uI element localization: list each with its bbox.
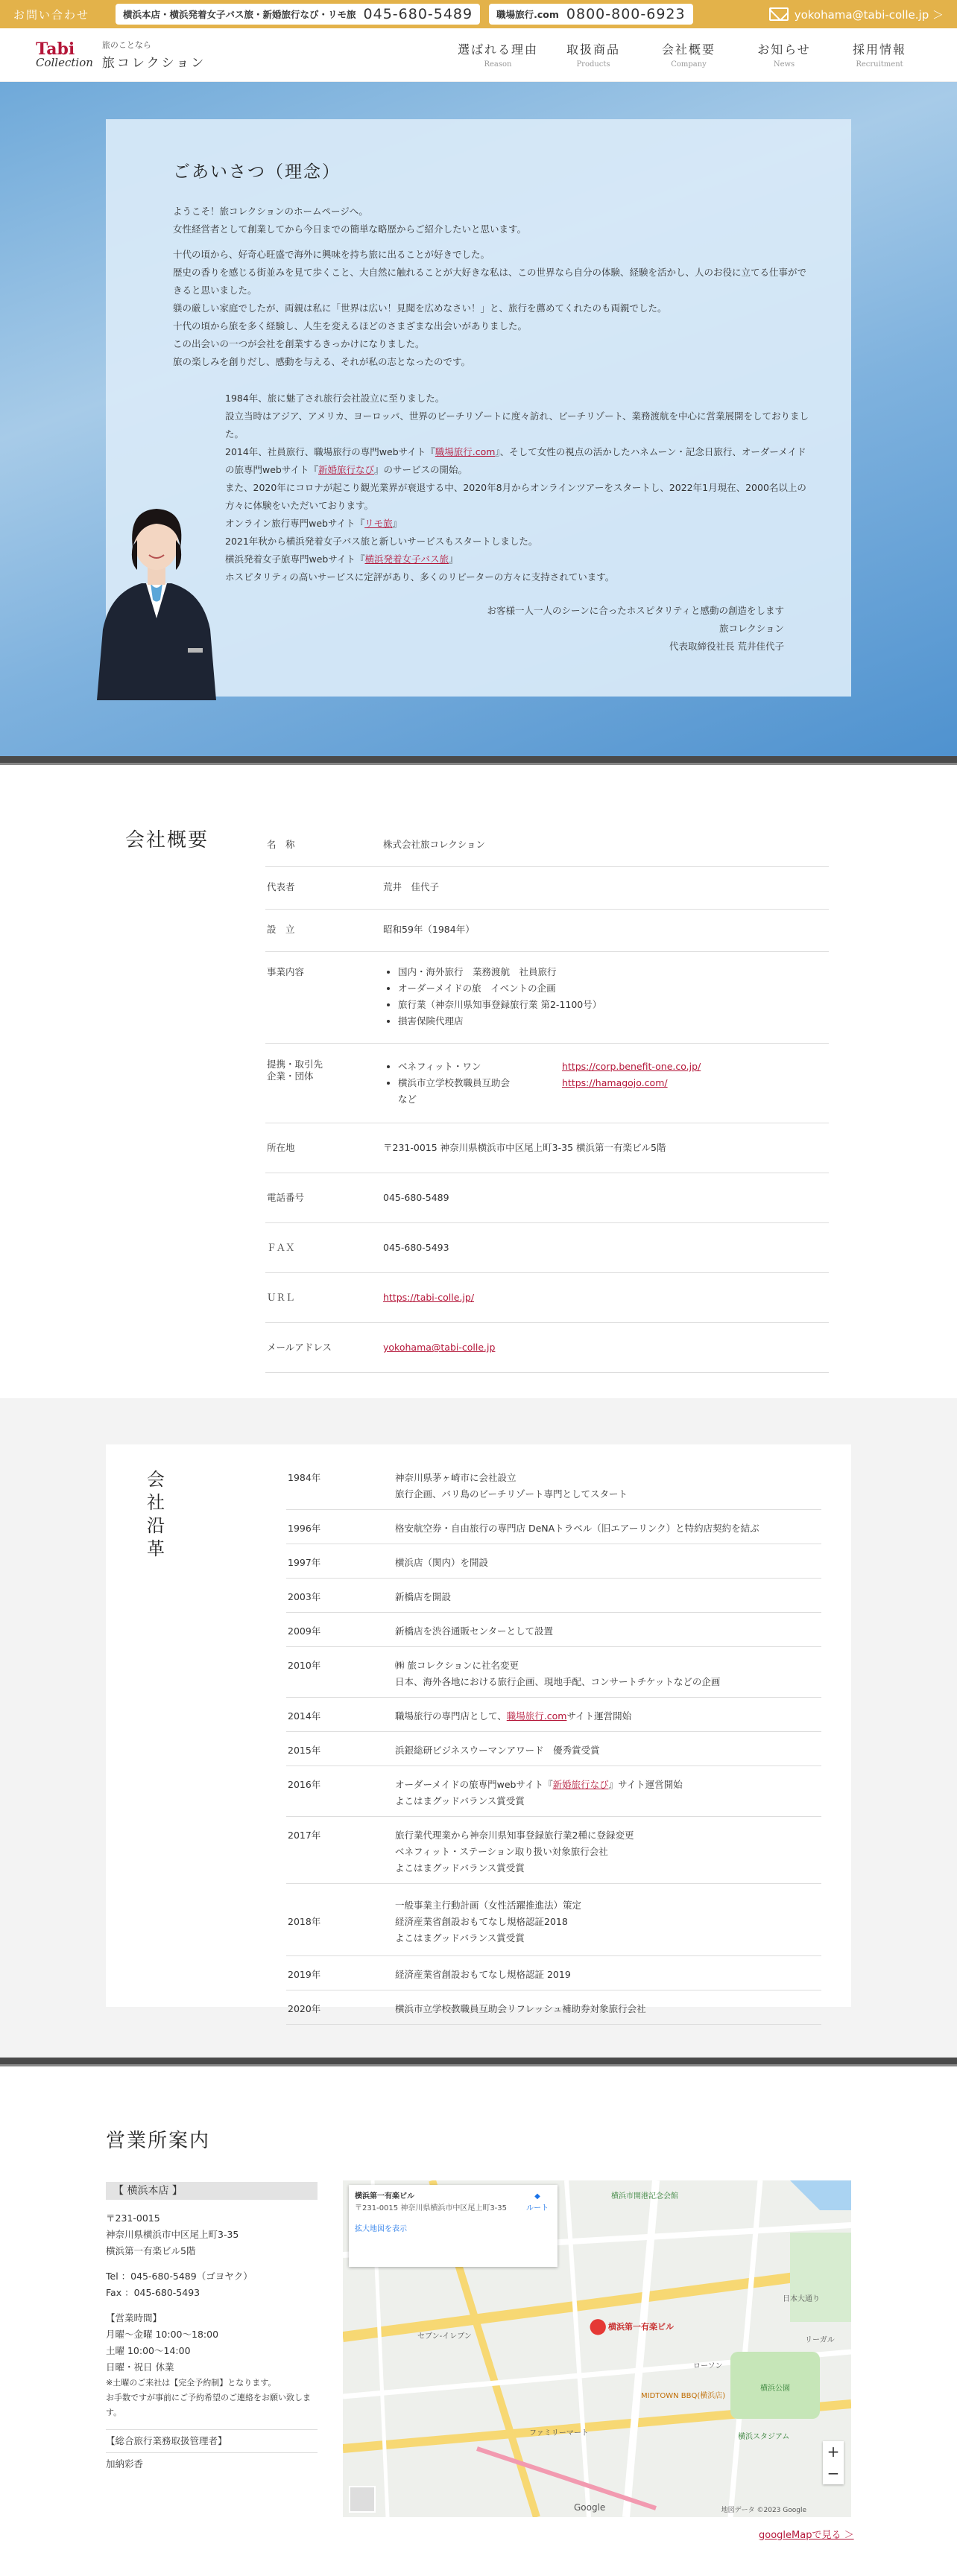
hours-weekday: 月曜〜金曜 10:00〜18:00 bbox=[106, 2329, 219, 2340]
company-table bbox=[265, 825, 829, 1373]
site-logo[interactable] bbox=[36, 39, 206, 71]
history-desc: 経済産業省創設おもてなし規格認証 2019 bbox=[395, 1969, 571, 1980]
history-line: 1984年、旅に魅了され旅行会社設立に至りました。 bbox=[225, 393, 445, 404]
business-list bbox=[383, 964, 829, 1030]
row-key: 提携・取引先 bbox=[267, 1059, 323, 1070]
table-row bbox=[286, 1544, 821, 1579]
history-line: 設立当時はアジア、アメリカ、ヨーロッパ、世界のビーチリゾートに度々訪れ、ビーチリゾート、業務渡航を中心に営業展開をしておりました。 bbox=[225, 410, 809, 440]
logo-tagline: 旅のことなら bbox=[101, 40, 151, 50]
route-icon: ◆ bbox=[534, 2192, 540, 2201]
row-key: ＵＲＬ bbox=[267, 1292, 295, 1303]
history-desc: 神奈川県茅ヶ崎市に会社設立 bbox=[395, 1472, 517, 1483]
history-year: 2014年 bbox=[288, 1710, 321, 1722]
nav-reason-en: Reason bbox=[484, 60, 512, 69]
phone-shokuba-number[interactable]: 0800-800-6923 bbox=[566, 6, 686, 22]
ceo-photo bbox=[89, 488, 224, 700]
map-zoom-control[interactable] bbox=[823, 2441, 844, 2484]
map-layer-toggle[interactable] bbox=[349, 2486, 376, 2513]
table-row bbox=[286, 1956, 821, 1990]
history-year: 2015年 bbox=[288, 1745, 321, 1756]
logo-brand-bottom: Collection bbox=[36, 56, 93, 69]
row-value: 045-680-5493 bbox=[383, 1242, 449, 1253]
map-place: 横浜公園 bbox=[760, 2385, 790, 2393]
ceo-name: 代表取締役社長 荒井佳代子 bbox=[669, 641, 784, 652]
row-key: 所在地 bbox=[267, 1142, 295, 1153]
row-value: 〒231-0015 神奈川県横浜市中区尾上町3-35 横浜第一有楽ビル5階 bbox=[383, 1142, 666, 1153]
offices-title: 営業所案内 bbox=[106, 2130, 211, 2152]
greeting-title: ごあいさつ（理念） bbox=[173, 162, 341, 182]
link-shokuba[interactable]: 職場旅行.com bbox=[435, 446, 496, 457]
table-row bbox=[286, 1613, 821, 1647]
history-year: 2016年 bbox=[288, 1779, 321, 1790]
row-key: 設 立 bbox=[267, 924, 295, 935]
email-link[interactable] bbox=[769, 7, 944, 22]
history-line: ホスピタリティの高いサービスに定評があり、多くのリピーターの方々に支持されています。 bbox=[225, 571, 615, 583]
history-year: 2018年 bbox=[288, 1916, 321, 1927]
map-enlarge-link[interactable]: 拡大地図を表示 bbox=[355, 2225, 407, 2233]
history-desc: 横浜市立学校教職員互助会リフレッシュ補助券対象旅行会社 bbox=[395, 2003, 646, 2014]
office-zip: 〒231-0015 bbox=[106, 2212, 160, 2224]
partner-link[interactable]: https://hamagojo.com/ bbox=[562, 1077, 668, 1088]
link-shinkon[interactable]: 新婚旅行なび bbox=[552, 1779, 609, 1790]
logo-name: 旅コレクション bbox=[101, 56, 206, 71]
list-item: • オーダーメイドの旅 イベントの企画 bbox=[398, 980, 829, 997]
nav-company-en: Company bbox=[671, 60, 707, 69]
history-desc: 一般事業主行動計画（女性活躍推進法）策定 bbox=[395, 1900, 582, 1911]
history-desc: 浜銀総研ビジネスウーマンアワード 優秀賞受賞 bbox=[395, 1745, 600, 1756]
branch-name: 【 横浜本店 】 bbox=[106, 2182, 318, 2200]
table-row bbox=[265, 1123, 829, 1173]
contact-label: お問い合わせ bbox=[13, 7, 90, 22]
greeting-story-line: 躾の厳しい家庭でしたが、両親は私に「世界は広い！見聞を広めなさい！」と、旅行を薦めてくれたのも両親でした。 bbox=[173, 302, 667, 314]
history-desc: よこはまグッドバランス賞受賞 bbox=[395, 1932, 525, 1944]
company-url-link[interactable]: https://tabi-colle.jp/ bbox=[383, 1292, 475, 1303]
history-line: また、2020年にコロナが起こり観光業界が衰退する中、2020年8月からオンラインツアーをスタートし、2022年1月現在、2000名以上の方々に体験をいただいております。 bbox=[225, 482, 806, 511]
map-info-card bbox=[349, 2185, 558, 2267]
map-place: セブン-イレブン bbox=[417, 2332, 472, 2341]
row-value: 昭和59年（1984年） bbox=[383, 924, 475, 935]
history-desc: ㈱ 旅コレクションに社名変更 bbox=[395, 1660, 519, 1671]
map-place: ファミリーマート bbox=[529, 2429, 589, 2437]
history-year: 1996年 bbox=[288, 1523, 321, 1534]
partner-link[interactable]: https://corp.benefit-one.co.jp/ bbox=[562, 1061, 701, 1072]
row-key: ＦＡＸ bbox=[267, 1242, 295, 1253]
history-desc: 格安航空券・自由旅行の専門店 DeNAトラベル（旧エアーリンク）と特約店契約を結ぶ bbox=[395, 1523, 759, 1534]
table-row bbox=[265, 910, 829, 952]
hours-label: 【営業時間】 bbox=[106, 2312, 162, 2323]
link-rimotabi[interactable]: リモ旅 bbox=[364, 518, 393, 529]
nav-reason[interactable] bbox=[450, 40, 546, 69]
row-key: 代表者 bbox=[267, 881, 295, 892]
greeting-section bbox=[0, 82, 957, 756]
history-year: 1984年 bbox=[288, 1472, 321, 1483]
nav-products[interactable] bbox=[546, 40, 641, 69]
map-card-title: 横浜第一有楽ビル bbox=[355, 2192, 414, 2201]
history-desc: よこはまグッドバランス賞受賞 bbox=[395, 1795, 525, 1806]
link-joshibus[interactable]: 横浜発着女子バス旅 bbox=[364, 553, 449, 565]
section-divider bbox=[0, 2058, 957, 2066]
phone-shokuba-title: 職場旅行.com bbox=[496, 9, 559, 20]
table-row bbox=[286, 1647, 821, 1698]
history-line: 横浜発着女子旅専門webサイト『 bbox=[225, 553, 365, 565]
logo-brand-top: Tabi bbox=[36, 39, 75, 59]
history-title: 会社沿革 bbox=[147, 1469, 165, 1559]
company-name: 旅コレクション bbox=[718, 623, 784, 634]
history-line: 2021年秋から横浜発着女子バス旅と新しいサービスもスタートしました。 bbox=[225, 536, 538, 547]
table-row bbox=[265, 952, 829, 1044]
history-year: 2020年 bbox=[288, 2003, 321, 2014]
nav-products-en: Products bbox=[576, 60, 610, 69]
history-desc: 旅行企画、バリ島のビーチリゾート専門としてスタート bbox=[395, 1488, 628, 1500]
hours-sat: 土曜 10:00〜14:00 bbox=[106, 2345, 191, 2356]
table-row bbox=[286, 1459, 821, 1510]
section-divider bbox=[0, 756, 957, 765]
map-pin-label: 横浜第一有楽ビル bbox=[608, 2322, 674, 2332]
greeting-text bbox=[173, 203, 814, 378]
history-line: 』 bbox=[449, 553, 458, 565]
company-mail-link[interactable]: yokohama@tabi-colle.jp bbox=[383, 1342, 496, 1353]
history-table bbox=[286, 1459, 821, 2025]
map-place: 日本大通り bbox=[783, 2295, 820, 2303]
map-place: MIDTOWN BBQ(横浜店) bbox=[641, 2392, 726, 2400]
history-desc: サイト運営開始 bbox=[566, 1710, 632, 1722]
greeting-history bbox=[225, 390, 814, 586]
history-line: オンライン旅行専門webサイト『 bbox=[225, 518, 365, 529]
history-desc: よこはまグッドバランス賞受賞 bbox=[395, 1862, 525, 1874]
greeting-signature bbox=[487, 602, 784, 656]
nav-recruitment[interactable] bbox=[832, 40, 927, 69]
history-line: 』のサービスの開始。 bbox=[374, 464, 468, 475]
history-year: 2019年 bbox=[288, 1969, 321, 1980]
table-row bbox=[265, 1173, 829, 1223]
table-row bbox=[286, 1579, 821, 1613]
contact-bar bbox=[0, 0, 957, 28]
history-desc: 新橋店を渋谷通販センターとして設置 bbox=[395, 1625, 554, 1637]
phone-yokohama-number[interactable]: 045-680-5489 bbox=[363, 6, 473, 22]
row-value: 株式会社旅コレクション bbox=[383, 839, 486, 850]
greeting-story-line: 旅の楽しみを創りだし、感動を与える、それが私の志となったのです。 bbox=[173, 356, 471, 367]
table-row bbox=[265, 867, 829, 910]
company-title: 会社概要 bbox=[125, 829, 209, 851]
zoom-out-icon[interactable]: − bbox=[827, 2464, 840, 2482]
nav-company-ja[interactable]: 会社概要 bbox=[661, 42, 716, 57]
history-desc: 横浜店（関内）を開設 bbox=[395, 1557, 489, 1568]
greeting-story-line: 歴史の香りを感じる街並みを見て歩くこと、大自然に触れることが大好きな私は、この世界なら自分の体験、経験を活かし、人のお役に立てる仕事ができると思いました。 bbox=[173, 267, 807, 296]
history-desc: 職場旅行の専門店として、 bbox=[395, 1710, 507, 1722]
table-row bbox=[286, 1884, 821, 1956]
phone-shokuba[interactable] bbox=[489, 4, 692, 25]
google-map[interactable] bbox=[343, 2180, 851, 2517]
table-row bbox=[265, 1323, 829, 1373]
history-desc: 』サイト運営開始 bbox=[608, 1779, 683, 1790]
phone-yokohama[interactable] bbox=[116, 4, 480, 25]
list-item: • 旅行業（神奈川県知事登録旅行業 第2-1100号） bbox=[398, 997, 829, 1013]
mail-icon bbox=[769, 7, 789, 21]
table-row bbox=[286, 1698, 821, 1732]
partner-etc: など bbox=[398, 1094, 417, 1105]
map-place: 横浜市開港記念会館 bbox=[611, 2192, 678, 2201]
partner-name: • ベネフィット・ワン bbox=[398, 1059, 547, 1075]
googlemap-link[interactable]: googleMapで見る ＞ bbox=[759, 2530, 854, 2541]
history-desc: 新橋店を開設 bbox=[395, 1591, 452, 1602]
logo-text bbox=[102, 39, 206, 71]
nav-news-en: News bbox=[773, 60, 795, 69]
history-year: 1997年 bbox=[288, 1557, 321, 1568]
phone-yokohama-title: 横浜本店・横浜発着女子バス旅・新婚旅行なび・リモ旅 bbox=[123, 9, 356, 20]
history-year: 2010年 bbox=[288, 1660, 321, 1671]
partner-name: • 横浜市立学校教職員互助会 bbox=[398, 1075, 547, 1091]
list-item: • 国内・海外旅行 業務渡航 社員旅行 bbox=[398, 964, 829, 980]
row-key: 事業内容 bbox=[267, 966, 305, 977]
link-shinkon[interactable]: 新婚旅行なび bbox=[318, 464, 374, 475]
company-section bbox=[0, 765, 957, 1398]
email-text[interactable]: yokohama@tabi-colle.jp ＞ bbox=[794, 7, 944, 22]
nav-products-ja[interactable]: 取扱商品 bbox=[566, 42, 620, 57]
history-year: 2003年 bbox=[288, 1591, 321, 1602]
office-address: 神奈川県横浜市中区尾上町3-35 bbox=[106, 2229, 239, 2240]
office-fax: Fax ：045-680-5493 bbox=[106, 2287, 200, 2298]
hours-closed: 日曜・祝日 休業 bbox=[106, 2361, 174, 2373]
closing-line: お客様一人一人のシーンに合ったホスピタリティと感動の創造をします bbox=[487, 605, 784, 616]
nav-reason-ja[interactable]: 選ばれる理由 bbox=[457, 42, 538, 57]
office-tel[interactable]: Tel ：045-680-5489（ゴヨヤク） bbox=[106, 2271, 253, 2282]
greeting-intro-line: 女性経営者として創業してから今日までの簡単な略歴からご紹介したいと思います。 bbox=[173, 223, 527, 235]
table-row bbox=[265, 1223, 829, 1273]
office-info bbox=[106, 2182, 318, 2472]
table-row bbox=[265, 1044, 829, 1123]
nav-news-ja[interactable]: お知らせ bbox=[757, 42, 811, 57]
map-pin-icon[interactable]: ● bbox=[589, 2313, 607, 2338]
history-line: 』、そして女性の視点の活かしたハネムーン・記念日旅行、オーダーメイドの旅専門webサイト『 bbox=[225, 446, 806, 475]
row-key: 名 称 bbox=[267, 839, 295, 850]
map-route-button[interactable] bbox=[526, 2191, 549, 2215]
history-year: 2009年 bbox=[288, 1625, 321, 1637]
row-key: メールアドレス bbox=[267, 1342, 332, 1353]
hours-note: お手数ですが事前にご予約希望のご連絡をお願い致します。 bbox=[106, 2393, 311, 2417]
main-nav bbox=[450, 40, 927, 69]
map-place: リーガル bbox=[805, 2336, 835, 2344]
greeting-card bbox=[106, 119, 851, 697]
greeting-story-line: 十代の頃から、好奇心旺盛で海外に興味を持ち旅に出ることが好きでした。 bbox=[173, 249, 490, 260]
history-desc: オーダーメイドの旅専門webサイト『 bbox=[395, 1779, 553, 1790]
history-desc: 日本、海外各地における旅行企画、現地手配、コンサートチケットなどの企画 bbox=[395, 1676, 721, 1687]
nav-recruitment-en: Recruitment bbox=[856, 60, 903, 69]
link-shokuba[interactable]: 職場旅行.com bbox=[506, 1710, 567, 1722]
greeting-story-line: 十代の頃から旅を多く経験し、人生を変えるほどのさまざまな出会いがありました。 bbox=[173, 320, 528, 331]
history-line: 』 bbox=[392, 518, 402, 529]
map-place: ローソン bbox=[693, 2362, 723, 2370]
greeting-intro-line: ようこそ！旅コレクションのホームページへ。 bbox=[173, 206, 368, 217]
manager-name: 加納彩香 bbox=[106, 2452, 318, 2472]
route-label[interactable]: ルート bbox=[526, 2204, 549, 2212]
site-header bbox=[0, 28, 957, 82]
google-logo: Google bbox=[574, 2502, 606, 2513]
greeting-story-line: この出会いの一つが会社を創業するきっかけになりました。 bbox=[173, 338, 425, 349]
table-row bbox=[265, 1273, 829, 1323]
nav-recruitment-ja[interactable]: 採用情報 bbox=[852, 42, 906, 57]
history-desc: 経済産業省創設おもてなし規格認証2018 bbox=[395, 1916, 568, 1927]
table-row bbox=[286, 1817, 821, 1884]
row-key: 企業・団体 bbox=[267, 1070, 314, 1082]
map-place: 横浜スタジアム bbox=[738, 2433, 790, 2441]
map-copyright: 地図データ ©2023 Google bbox=[721, 2507, 806, 2514]
table-row bbox=[286, 1732, 821, 1766]
history-year: 2017年 bbox=[288, 1830, 321, 1841]
row-key: 電話番号 bbox=[267, 1192, 305, 1203]
map-card-address: 〒231-0015 神奈川県横浜市中区尾上町3-35 bbox=[355, 2204, 508, 2212]
table-row bbox=[286, 1510, 821, 1544]
row-value: 045-680-5489 bbox=[383, 1192, 449, 1203]
logo-mark bbox=[36, 41, 93, 69]
offices-section bbox=[0, 2069, 957, 2576]
history-desc: 旅行業代理業から神奈川県知事登録旅行業2種に登録変更 bbox=[395, 1830, 634, 1841]
zoom-in-icon[interactable]: + bbox=[827, 2443, 840, 2461]
list-item: • 損害保険代理店 bbox=[398, 1013, 829, 1030]
history-section bbox=[0, 1398, 957, 2058]
manager-label: 【総合旅行業務取扱管理者】 bbox=[106, 2429, 318, 2449]
nav-news[interactable] bbox=[736, 40, 832, 69]
table-row bbox=[265, 825, 829, 867]
history-desc: ベネフィット・ステーション取り扱い対象旅行会社 bbox=[395, 1846, 608, 1857]
row-value: 荒井 佳代子 bbox=[383, 881, 440, 892]
hours-note: ※土曜のご来社は【完全予約制】となります。 bbox=[106, 2378, 277, 2388]
office-address: 横浜第一有楽ビル5階 bbox=[106, 2245, 196, 2256]
table-row bbox=[286, 1990, 821, 2025]
table-row bbox=[286, 1766, 821, 1817]
history-card bbox=[106, 1444, 851, 2014]
nav-company[interactable] bbox=[641, 40, 736, 69]
history-line: 2014年、社員旅行、職場旅行の専門webサイト『 bbox=[225, 446, 435, 457]
